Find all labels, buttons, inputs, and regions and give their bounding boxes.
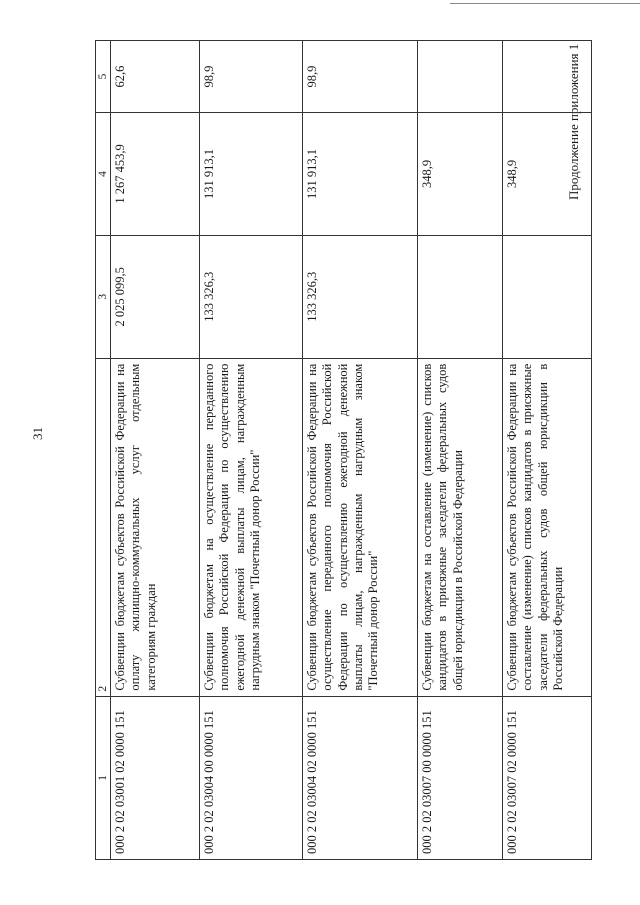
table-row xyxy=(418,41,503,860)
table-row xyxy=(503,41,592,860)
row-actual: 131 913,1 xyxy=(303,113,418,236)
row-code: 000 2 02 03007 02 0000 151 xyxy=(503,696,592,859)
row-code: 000 2 02 03001 02 0000 151 xyxy=(111,696,200,859)
row-code: 000 2 02 03004 00 0000 151 xyxy=(200,696,303,859)
row-code: 000 2 02 03007 00 0000 151 xyxy=(418,696,503,859)
row-name: Субвенции бюджетам на осуществление переданного полномочия Российской Федерации по осуществлению ежегодной денежной выплаты лицам, награжденным нагрудным знаком "Почетный донор России" xyxy=(200,358,303,696)
row-code: 000 2 02 03004 02 0000 151 xyxy=(303,696,418,859)
row-percent: 62,6 xyxy=(111,41,200,113)
table-caption: Продолжение приложения 1 xyxy=(566,43,581,200)
page-number: 31 xyxy=(30,427,45,440)
row-name: Субвенции бюджетам субъектов Российской Федерации на оплату жилищно-коммунальных услуг отдельным категориям граждан xyxy=(111,358,200,696)
row-name: Субвенции бюджетам субъектов Российской Федерации на осуществление переданного полномочия Российской Федерации по осуществлению ежегодной денежной выплаты лицам, награжденным нагрудным знаком "Почетный донор России" xyxy=(303,358,418,696)
row-percent: 98,9 xyxy=(303,41,418,113)
row-actual: 348,9 xyxy=(418,113,503,236)
header-col-1: 1 xyxy=(96,696,111,859)
revenue-table xyxy=(95,40,592,860)
row-percent: 98,9 xyxy=(200,41,303,113)
header-col-5: 5 xyxy=(96,41,111,113)
rotated-table-container xyxy=(95,40,575,860)
row-name: Субвенции бюджетам на составление (изменение) списков кандидатов в присяжные заседатели федеральных судов общей юрисдикции в Российской Федерации xyxy=(418,358,503,696)
table-row xyxy=(303,41,418,860)
row-plan: 133 326,3 xyxy=(303,235,418,358)
header-col-4: 4 xyxy=(96,113,111,236)
row-percent xyxy=(503,41,592,113)
header-col-3: 3 xyxy=(96,235,111,358)
header-col-2: 2 xyxy=(96,358,111,696)
row-name: Субвенции бюджетам субъектов Российской Федерации на составление (изменение) списков кандидатов в присяжные заседатели федеральных судов общей юрисдикции в Российской Федерации xyxy=(503,358,592,696)
row-actual: 348,9 xyxy=(503,113,592,236)
row-actual: 1 267 453,9 xyxy=(111,113,200,236)
header-row xyxy=(96,41,111,860)
table-row xyxy=(111,41,200,860)
row-plan: 133 326,3 xyxy=(200,235,303,358)
table-row xyxy=(200,41,303,860)
row-plan xyxy=(503,235,592,358)
row-plan: 2 025 099,5 xyxy=(111,235,200,358)
top-rule xyxy=(450,3,640,4)
row-plan xyxy=(418,235,503,358)
row-percent xyxy=(418,41,503,113)
row-actual: 131 913,1 xyxy=(200,113,303,236)
